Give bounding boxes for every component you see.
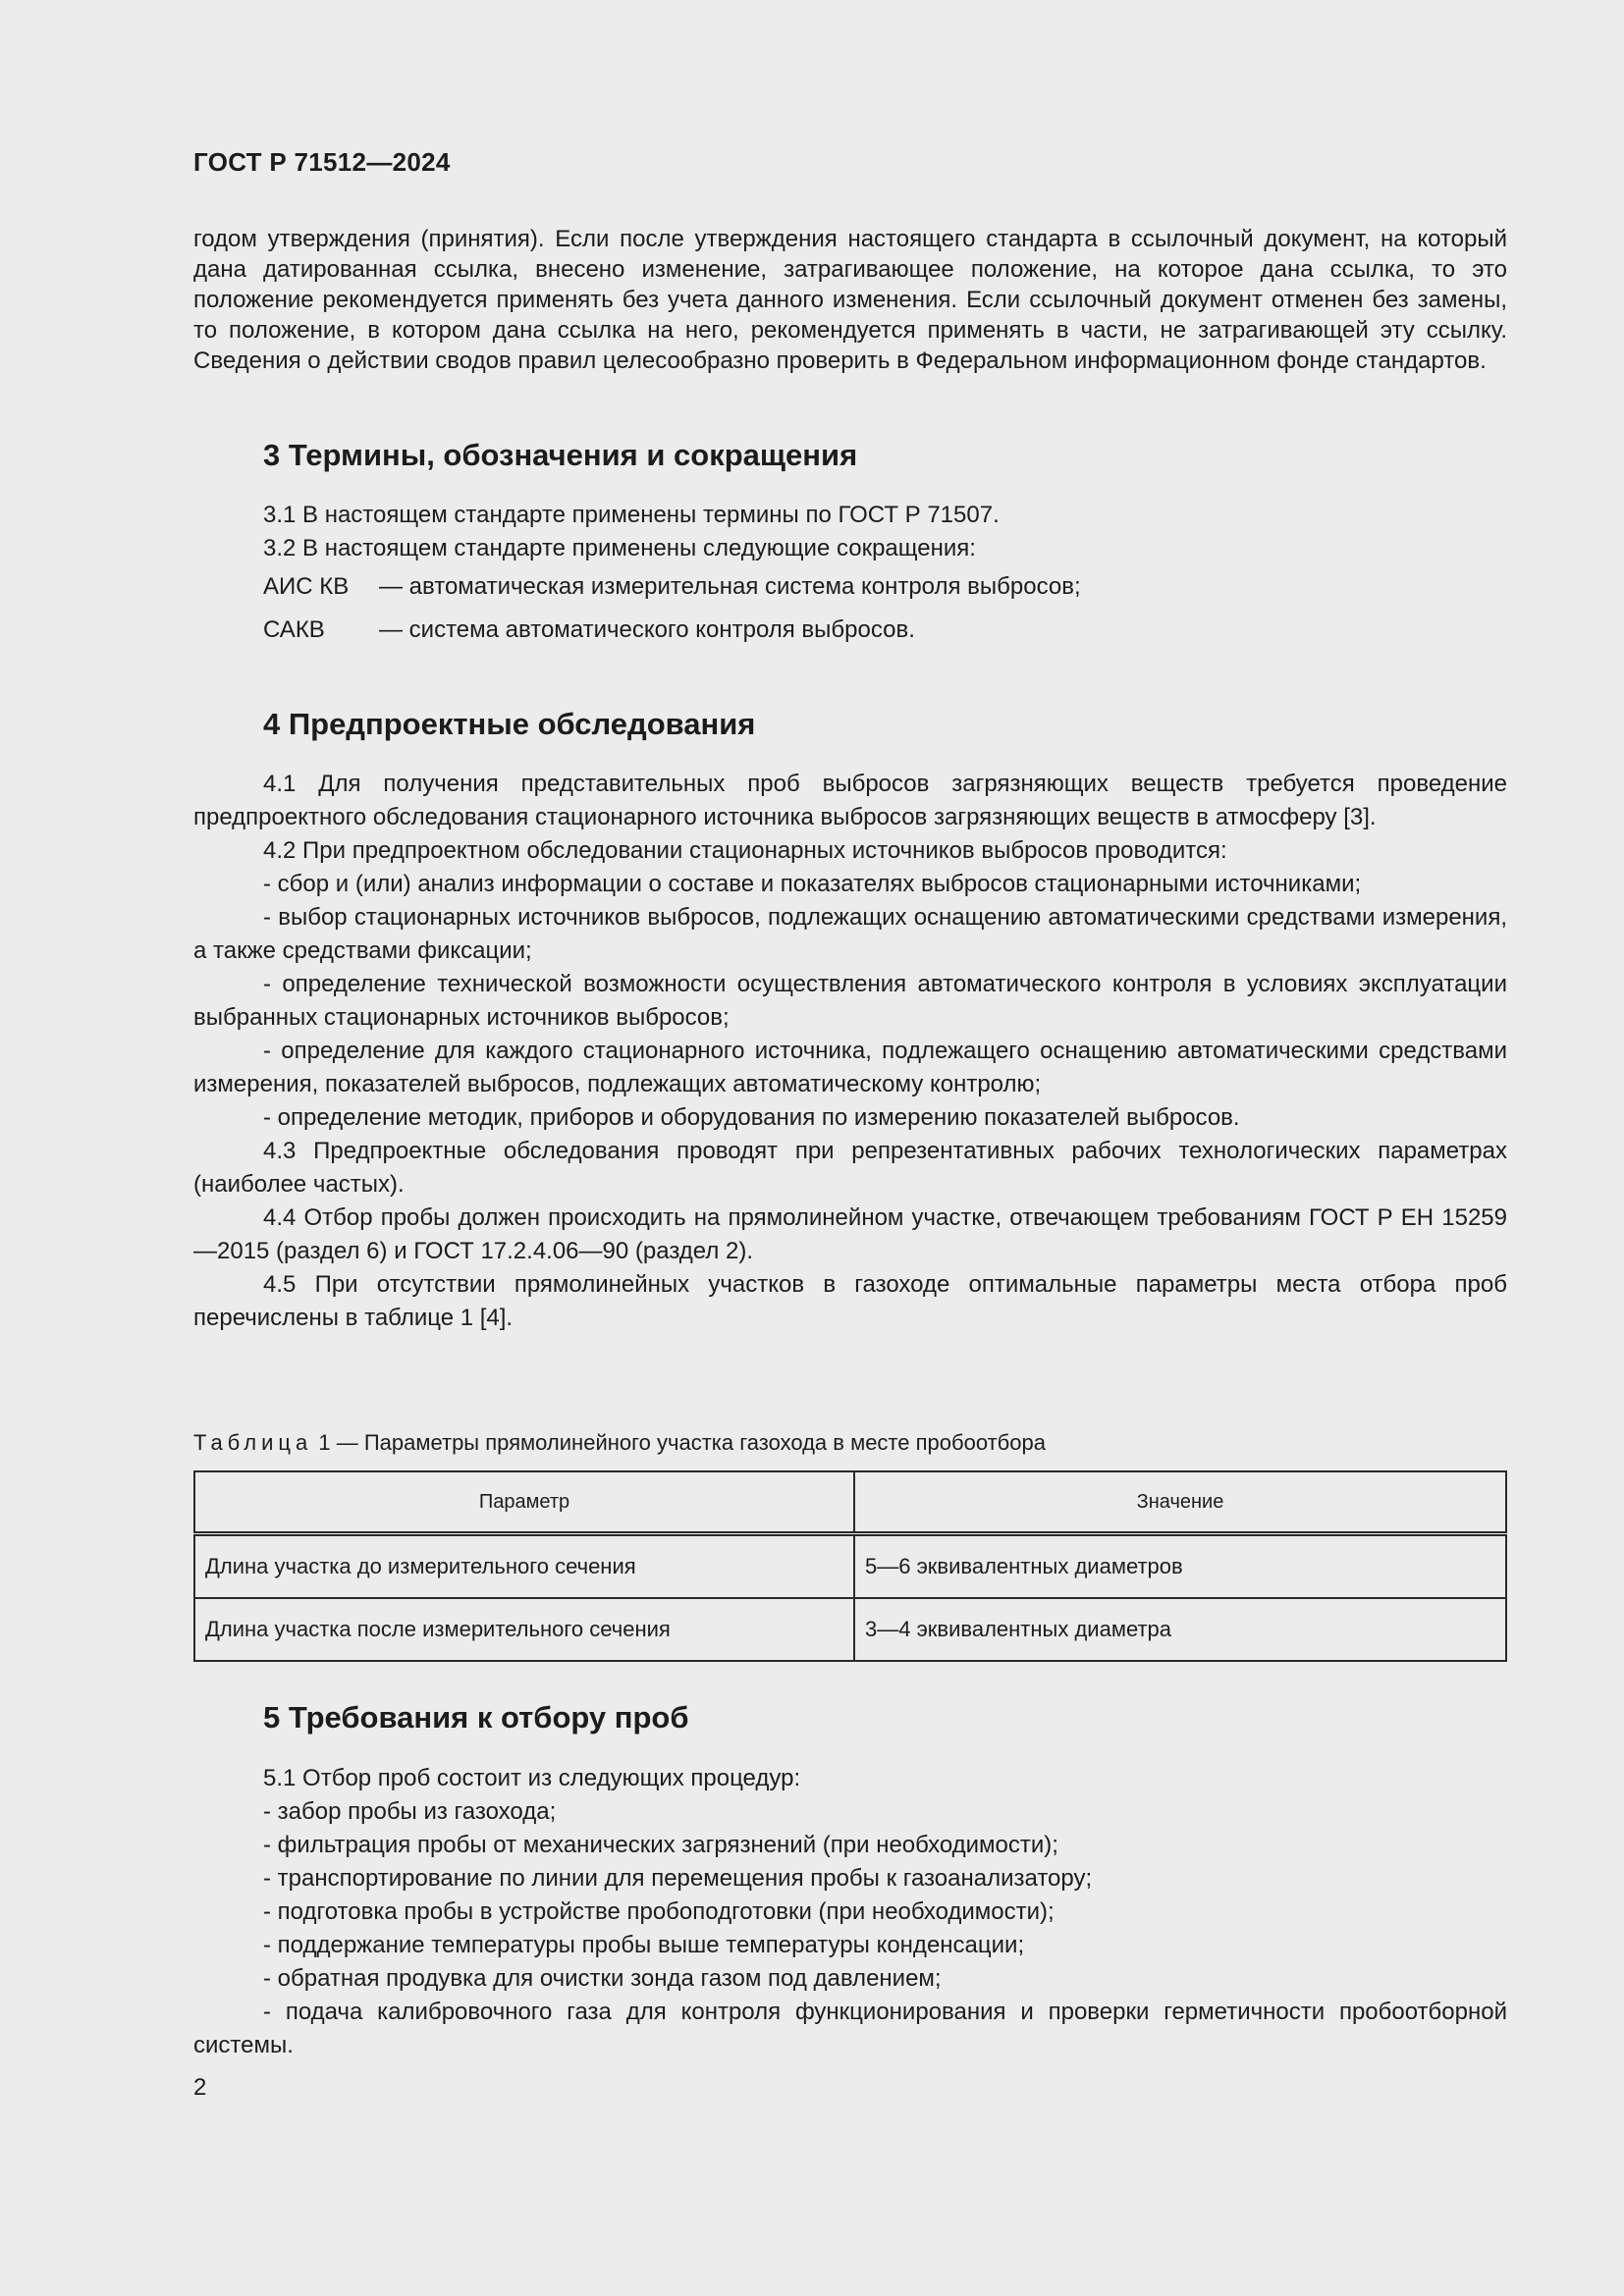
section-4-2-item: - определение для каждого стационарного источника, подлежащего оснащению автоматическими средствами измерения, показателей выбросов, подлежащих автоматическому контролю; xyxy=(193,1038,1507,1097)
section-5-1: 5.1 Отбор проб состоит из следующих процедур: xyxy=(263,1765,801,1791)
section-4-3: 4.3 Предпроектные обследования проводят при репрезентативных рабочих технологических параметрах (наиболее частых). xyxy=(193,1138,1507,1198)
parameters-table xyxy=(193,1470,1507,1662)
section-5-item: - подготовка пробы в устройстве пробоподготовки (при необходимости); xyxy=(263,1898,1055,1925)
table-1-caption xyxy=(193,1430,1046,1456)
section-5-item: - обратная продувка для очистки зонда газом под давлением; xyxy=(263,1965,942,1992)
table-cell: Длина участка до измерительного сечения xyxy=(194,1534,854,1599)
abbreviation-row xyxy=(193,609,1507,652)
section-5-title: 5 Требования к отбору проб xyxy=(263,1700,689,1735)
section-3-2: 3.2 В настоящем стандарте применены следующие сокращения: xyxy=(263,535,976,561)
section-5-item: - подача калибровочного газа для контроля функционирования и проверки герметичности пробоотборной системы. xyxy=(193,1999,1507,2058)
abbreviation-row xyxy=(193,565,1507,609)
section-5-body xyxy=(193,1762,1507,2062)
section-4-5: 4.5 При отсутствии прямолинейных участков в газоходе оптимальные параметры места отбора проб перечислены в таблице 1 [4]. xyxy=(193,1271,1507,1331)
abbreviation-term: САКВ xyxy=(263,616,325,643)
page-number: 2 xyxy=(193,2074,207,2101)
abbreviation-definition: — система автоматического контроля выбросов. xyxy=(379,616,915,643)
section-4-2-item: - определение технической возможности осуществления автоматического контроля в условиях эксплуатации выбранных стационарных источников выбросов; xyxy=(193,971,1507,1031)
section-4-2-item: - определение методик, приборов и оборудования по измерению показателей выбросов. xyxy=(263,1104,1240,1131)
section-5-item: - транспортирование по линии для перемещения пробы к газоанализатору; xyxy=(263,1865,1093,1892)
table-row xyxy=(194,1534,1506,1599)
section-4-4: 4.4 Отбор пробы должен происходить на прямолинейном участке, отвечающем требованиям ГОСТ Р ЕН 15259—2015 (раздел 6) и ГОСТ 17.2.4.06—90 (раздел 2). xyxy=(193,1204,1507,1264)
table-header-cell: Значение xyxy=(854,1471,1506,1534)
section-4-body xyxy=(193,768,1507,1335)
section-4-2-item: - выбор стационарных источников выбросов, подлежащих оснащению автоматическими средствами измерения, а также средствами фиксации; xyxy=(193,904,1507,964)
abbreviation-term: АИС КВ xyxy=(263,573,350,600)
document-code-header: ГОСТ Р 71512—2024 xyxy=(193,147,451,177)
table-caption-label: Таблица xyxy=(193,1430,313,1455)
section-4-1: 4.1 Для получения представительных проб выбросов загрязняющих веществ требуется проведение предпроектного обследования стационарного источника выбросов загрязняющих веществ в атмосферу [3]. xyxy=(193,771,1507,830)
table-header-row xyxy=(194,1471,1506,1534)
intro-paragraph-block xyxy=(193,224,1507,376)
table-row xyxy=(194,1598,1506,1661)
abbreviation-definition: — автоматическая измерительная система контроля выбросов; xyxy=(379,573,1081,600)
section-4-title: 4 Предпроектные обследования xyxy=(263,707,756,741)
intro-paragraph: годом утверждения (принятия). Если после утверждения настоящего стандарта в ссылочный документ, на который дана датированная ссылка, внесено изменение, затрагивающее положение, на которое дана ссылка, то это положение рекомендуется применять без учета данного изменения. Если ссылочный документ отменен без замены, то положение, в котором дана ссылка на него, рекомендуется применять в части, не затрагивающей эту ссылку. Сведения о действии сводов правил целесообразно проверить в Федеральном информационном фонде стандартов. xyxy=(193,226,1507,374)
section-3-title: 3 Термины, обозначения и сокращения xyxy=(263,438,858,472)
section-4-2-item: - сбор и (или) анализ информации о составе и показателях выбросов стационарными источниками; xyxy=(263,871,1362,897)
section-3-body xyxy=(193,499,1507,652)
section-5-item: - фильтрация пробы от механических загрязнений (при необходимости); xyxy=(263,1832,1058,1858)
table-cell: 5—6 эквивалентных диаметров xyxy=(854,1534,1506,1599)
table-header-cell: Параметр xyxy=(194,1471,854,1534)
section-4-2: 4.2 При предпроектном обследовании стационарных источников выбросов проводится: xyxy=(263,837,1227,864)
section-3-1: 3.1 В настоящем стандарте применены термины по ГОСТ Р 71507. xyxy=(263,502,1000,528)
table-cell: Длина участка после измерительного сечения xyxy=(194,1598,854,1661)
section-5-item: - поддержание температуры пробы выше температуры конденсации; xyxy=(263,1932,1025,1958)
table-caption-text: 1 — Параметры прямолинейного участка газохода в месте пробоотбора xyxy=(318,1430,1046,1455)
table-cell: 3—4 эквивалентных диаметра xyxy=(854,1598,1506,1661)
section-5-item: - забор пробы из газохода; xyxy=(263,1798,557,1825)
